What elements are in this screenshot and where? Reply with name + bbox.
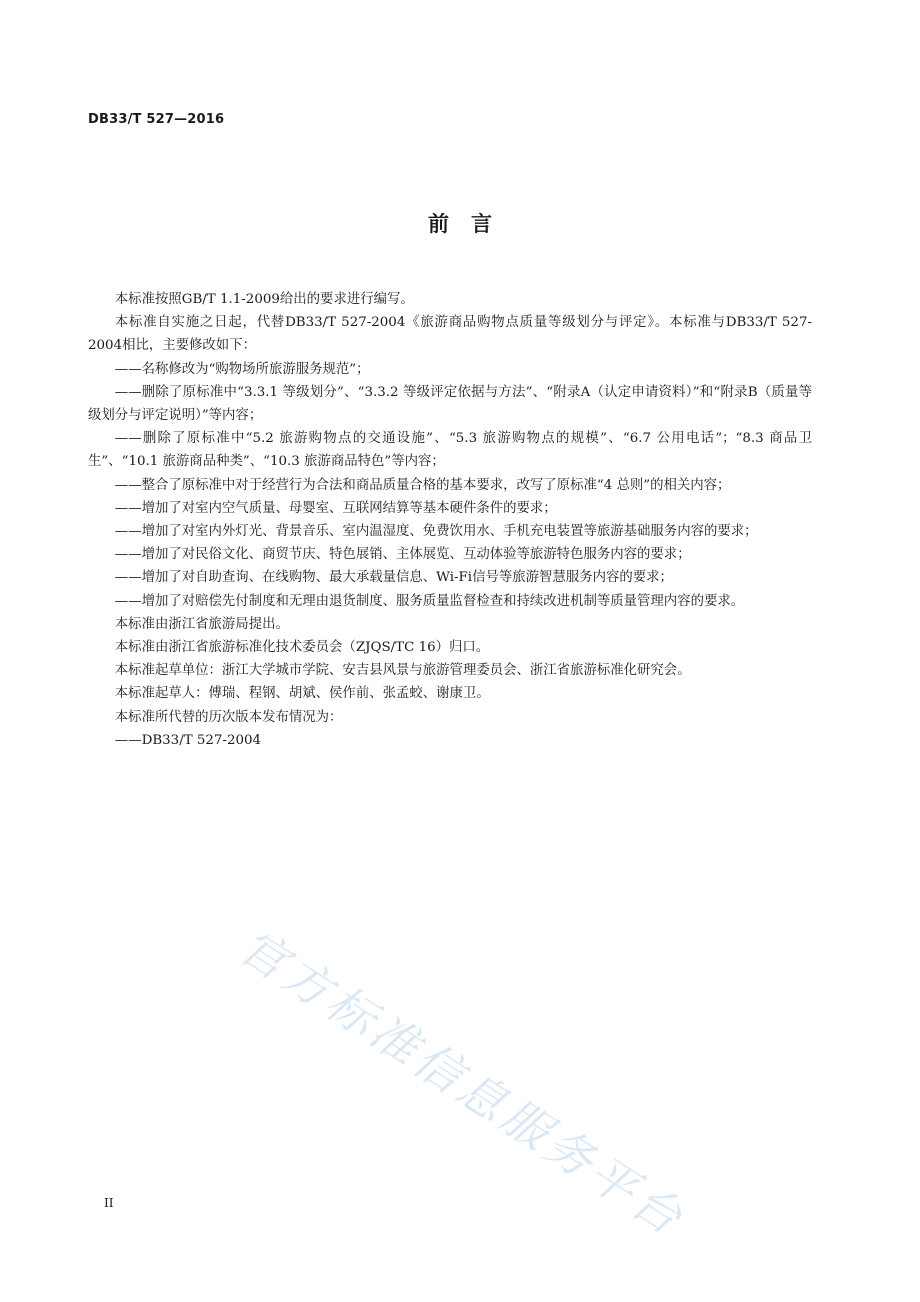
list-item: ——增加了对赔偿先付制度和无理由退货制度、服务质量监督检查和持续改进机制等质量管理内容的要求。 [114, 593, 745, 609]
list-item: ——删除了原标准中“3.3.1 等级划分”、“3.3.2 等级评定依据与方法”、“附录A（认定申请资料）”和“附录B（质量等级划分与评定说明）”等内容； [88, 384, 812, 424]
paragraph: 本标准自实施之日起，代替DB33/T 527-2004《旅游商品购物点质量等级划分与评定》。本标准与DB33/T 527-2004相比，主要修改如下： [88, 315, 812, 354]
document-id: DB33/T 527—2016 [88, 112, 225, 127]
page-number: II [104, 1196, 114, 1210]
list-item: ——增加了对室内空气质量、母婴室、互联网结算等基本硬件条件的要求； [114, 500, 557, 516]
title-char-1: 前 [428, 212, 449, 236]
foreword-body [88, 288, 812, 752]
list-item: ——增加了对室内外灯光、背景音乐、室内温湿度、免费饮用水、手机充电装置等旅游基础服务内容的要求； [114, 524, 758, 540]
list-item: ——名称修改为“购物场所旅游服务规范”； [114, 361, 370, 377]
list-item: ——DB33/T 527-2004 [114, 732, 262, 748]
paragraph: 本标准按照GB/T 1.1-2009给出的要求进行编写。 [114, 292, 414, 307]
paragraph: 本标准起草人：傅瑞、程钢、胡斌、侯作前、张孟蛟、谢康卫。 [114, 686, 490, 702]
paragraph: 本标准由浙江省旅游标准化技术委员会（ZJQS/TC 16）归口。 [114, 640, 490, 656]
paragraph: 本标准所代替的历次版本发布情况为： [114, 709, 343, 725]
title-char-2: 言 [471, 212, 492, 236]
paragraph: 本标准由浙江省旅游局提出。 [114, 616, 289, 632]
watermark: 官方标准信息服务平台 [228, 918, 695, 1249]
list-item: ——整合了原标准中对于经营行为合法和商品质量合格的基本要求，改写了原标准“4 总则”的相关内容； [114, 477, 731, 493]
paragraph: 本标准起草单位：浙江大学城市学院、安吉县风景与旅游管理委员会、浙江省旅游标准化研究会。 [114, 663, 691, 679]
list-item: ——增加了对自助查询、在线购物、最大承载量信息、Wi-Fi信号等旅游智慧服务内容的要求； [114, 570, 673, 586]
list-item: ——增加了对民俗文化、商贸节庆、特色展销、主体展览、互动体验等旅游特色服务内容的要求； [114, 547, 691, 563]
page-title [0, 208, 920, 238]
list-item: ——删除了原标准中“5.2 旅游购物点的交通设施”、“5.3 旅游购物点的规模”、“6.7 公用电话”；“8.3 商品卫生”、“10.1 旅游商品种类”、“10.3 旅游商品特色”等内容； [88, 431, 812, 470]
